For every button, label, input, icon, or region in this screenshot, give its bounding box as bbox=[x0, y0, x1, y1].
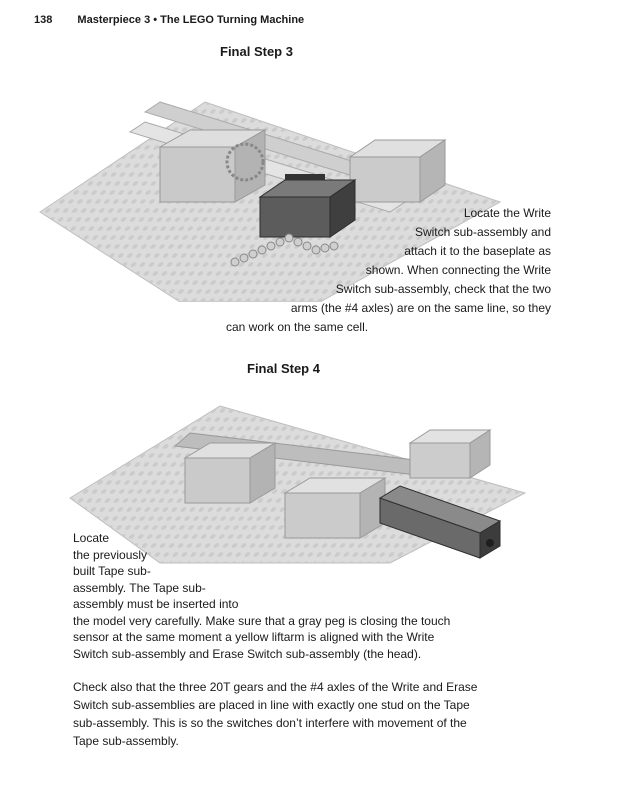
wrap-line: the model very carefully. Make sure that a gray peg is closing the touch bbox=[73, 613, 451, 628]
left-module bbox=[160, 130, 265, 202]
callout-line: attach it to the baseplate as bbox=[404, 244, 551, 258]
wrap-line: Locate bbox=[73, 531, 110, 545]
page-number: 138 bbox=[34, 14, 53, 26]
callout-line: can work on the same cell. bbox=[226, 320, 369, 334]
wrap-line: sensor at the same moment a yellow liftarm is aligned with the Write bbox=[73, 630, 435, 644]
step4-title: Final Step 4 bbox=[247, 361, 320, 376]
callout-line: Switch sub-assembly, check that the two bbox=[335, 282, 551, 296]
step3-callout bbox=[226, 204, 551, 337]
callout-line: Switch sub-assembly and bbox=[414, 225, 551, 239]
wrap-line: the previously bbox=[73, 547, 148, 562]
step4-wrap-text bbox=[73, 530, 450, 662]
right-module bbox=[350, 140, 445, 202]
callout-line: Locate the Write bbox=[463, 206, 551, 220]
paragraph-line: sub-assembly. This is so the switches don’t interfere with movement of the bbox=[73, 716, 467, 730]
wrap-line: built Tape sub- bbox=[73, 564, 151, 578]
running-title: Masterpiece 3 • The LEGO Turning Machine bbox=[77, 14, 305, 26]
wrap-line: assembly must be inserted into bbox=[73, 597, 239, 611]
right-module bbox=[410, 430, 490, 478]
middle-module bbox=[285, 478, 385, 538]
callout-line: shown. When connecting the Write bbox=[365, 263, 551, 277]
wrap-line: Switch sub-assembly and Erase Switch sub-assembly (the head). bbox=[73, 646, 422, 661]
step3-title: Final Step 3 bbox=[220, 44, 293, 59]
paragraph-line: Check also that the three 20T gears and the #4 axles of the Write and Erase bbox=[73, 680, 478, 694]
step4-paragraph bbox=[73, 678, 553, 750]
paragraph-line: Tape sub-assembly. bbox=[73, 734, 179, 748]
callout-line: arms (the #4 axles) are on the same line, so they bbox=[290, 301, 551, 315]
wrap-line: assembly. The Tape sub- bbox=[73, 580, 206, 595]
running-header bbox=[34, 14, 304, 26]
left-module bbox=[185, 443, 275, 503]
paragraph-line: Switch sub-assemblies are placed in line with exactly one stud on the Tape bbox=[73, 698, 470, 712]
